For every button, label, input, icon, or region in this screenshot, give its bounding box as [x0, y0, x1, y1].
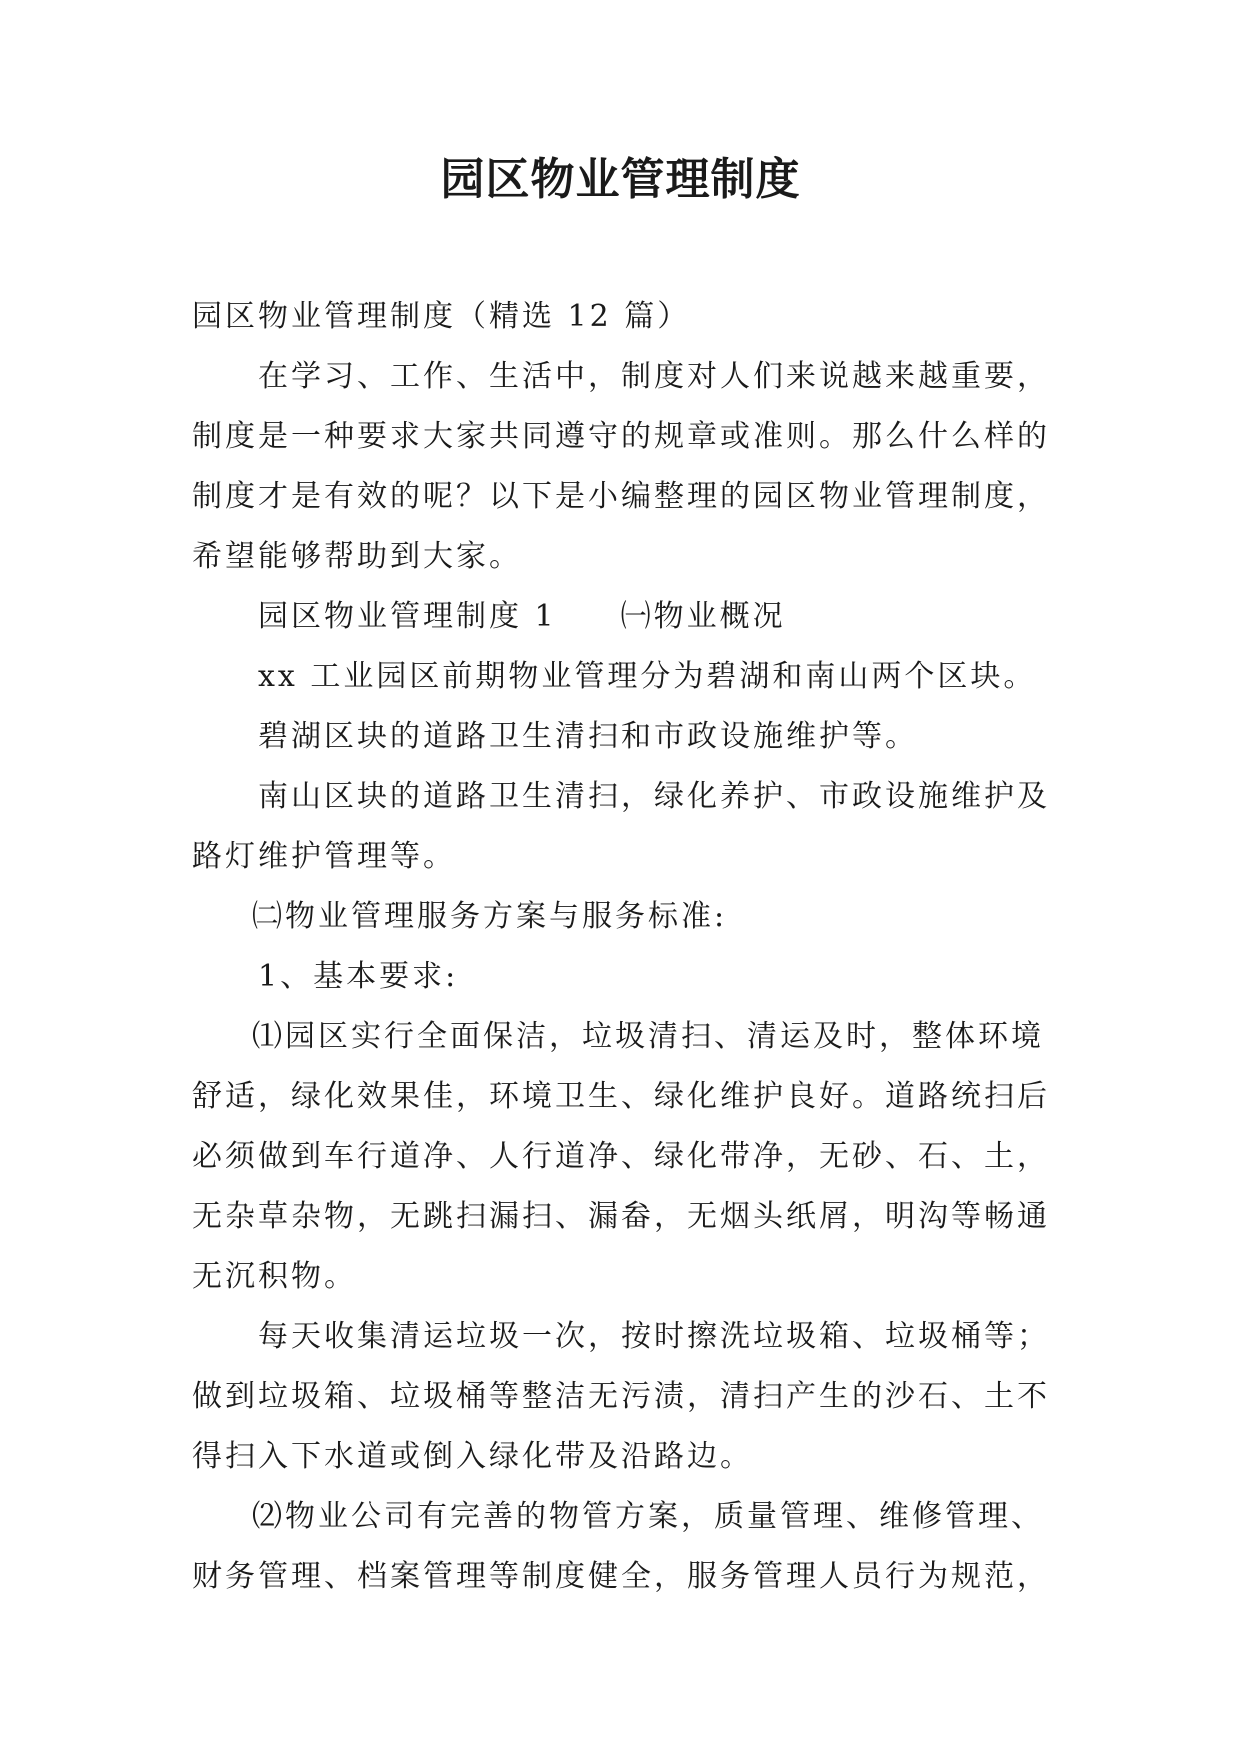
document-body	[192, 287, 1072, 1607]
plan-heading: ㈡物业管理服务方案与服务标准:	[252, 899, 728, 934]
section-heading	[192, 587, 1072, 647]
section-title: 园区物业管理制度 1	[258, 599, 557, 634]
intro-paragraph: 在学习、工作、生活中，制度对人们来说越来越重要，制度是一种要求大家共同遵守的规章或准则。那么什么样的制度才是有效的呢？以下是小编整理的园区物业管理制度，希望能够帮助到大家。	[192, 359, 1050, 574]
document-subtitle: 园区物业管理制度（精选 12 篇）	[192, 299, 691, 334]
basic-requirements-heading: 1、基本要求:	[258, 959, 459, 994]
document-title: 园区物业管理制度	[440, 154, 801, 205]
bihu-paragraph: 碧湖区块的道路卫生清扫和市政设施维护等。	[258, 719, 918, 754]
daily-paragraph: 每天收集清运垃圾一次，按时擦洗垃圾箱、垃圾桶等；做到垃圾箱、垃圾桶等整洁无污渍，清扫产生的沙石、土不得扫入下水道或倒入绿化带及沿路边。	[192, 1319, 1050, 1474]
nanshan-paragraph: 南山区块的道路卫生清扫，绿化养护、市政设施维护及路灯维护管理等。	[192, 779, 1050, 874]
item-1-paragraph: ⑴园区实行全面保洁，垃圾清扫、清运及时，整体环境舒适，绿化效果佳，环境卫生、绿化维护良好。道路统扫后必须做到车行道净、人行道净、绿化带净，无砂、石、土，无杂草杂物，无跳扫漏扫、漏畚，无烟头纸屑，明沟等畅通无沉积物。	[192, 1019, 1050, 1294]
item-2-paragraph: ⑵物业公司有完善的物管方案，质量管理、维修管理、财务管理、档案管理等制度健全，服务管理人员行为规范，	[192, 1499, 1050, 1594]
section-subtitle: ㈠物业概况	[620, 599, 786, 634]
overview-paragraph: xx 工业园区前期物业管理分为碧湖和南山两个区块。	[258, 659, 1037, 694]
